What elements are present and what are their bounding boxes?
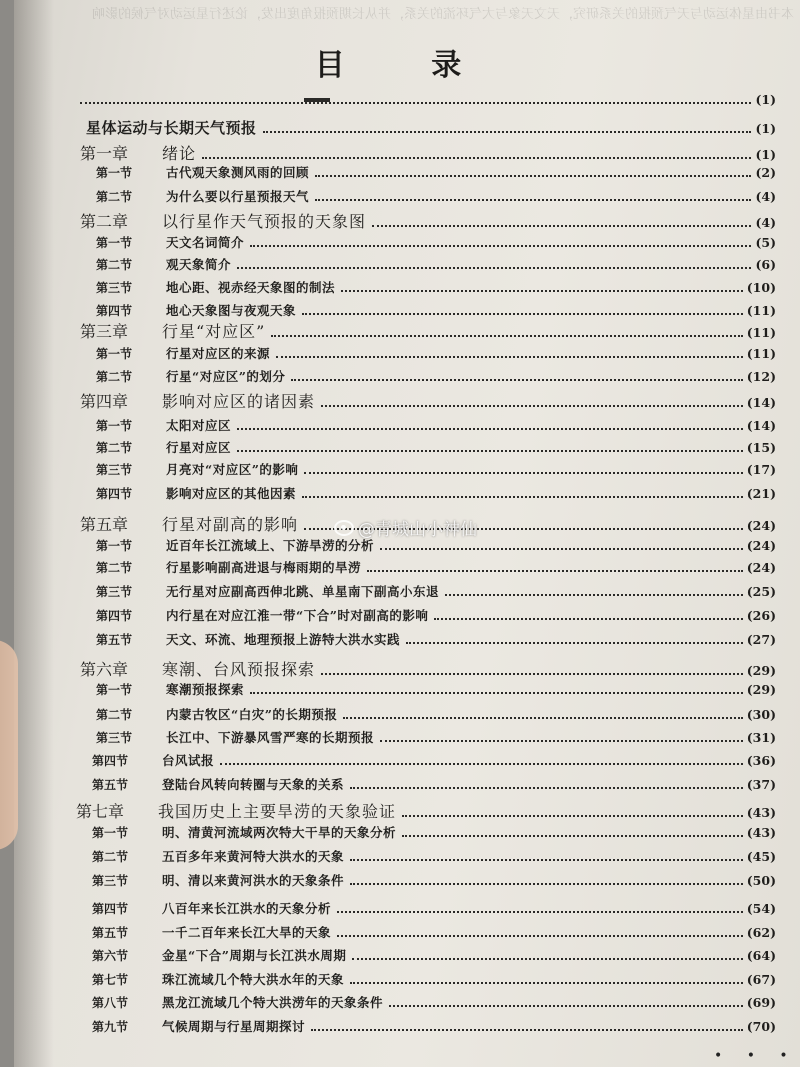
section-title: 古代观天象测风雨的回顾 bbox=[166, 165, 310, 180]
chapter-title: 绪论 bbox=[162, 144, 197, 163]
section-number: 第三节 bbox=[96, 731, 133, 745]
section-title: 地心距、视赤经天象图的制法 bbox=[166, 280, 336, 295]
page-number: (1) bbox=[755, 92, 776, 107]
section-number: 第二节 bbox=[92, 850, 129, 864]
section-title: 内行星在对应江淮一带“下合”时对副高的影响 bbox=[166, 608, 429, 623]
toc-entry bbox=[96, 630, 776, 648]
toc-entry bbox=[96, 278, 776, 296]
page-number: (14) bbox=[746, 418, 776, 433]
section-title: 五百多年来黄河特大洪水的天象 bbox=[162, 849, 345, 864]
page-number: (4) bbox=[755, 189, 776, 204]
toc-entry bbox=[92, 1017, 776, 1035]
dot-leader bbox=[304, 472, 742, 474]
section-title: 气候周期与行星周期探讨 bbox=[162, 1019, 306, 1034]
section-title: 珠江流域几个特大洪水年的天象 bbox=[162, 972, 345, 987]
section-number: 第一节 bbox=[96, 347, 133, 361]
section-number: 第一节 bbox=[96, 419, 133, 433]
section-number: 第一节 bbox=[96, 166, 133, 180]
section-number: 第四节 bbox=[92, 902, 129, 916]
dot-leader bbox=[202, 157, 751, 159]
page-number: (4) bbox=[755, 215, 776, 230]
section-title: 内蒙古牧区“白灾”的长期预报 bbox=[166, 707, 338, 722]
section-number: 第一节 bbox=[96, 236, 133, 250]
toc-entry bbox=[92, 775, 776, 793]
chapter-number: 第五章 bbox=[80, 515, 129, 534]
section-title: 明、清黄河流域两次特大干旱的天象分析 bbox=[162, 825, 397, 840]
section-title: 登陆台风转向转圈与天象的关系 bbox=[162, 777, 345, 792]
section-number: 第四节 bbox=[96, 304, 133, 318]
page-number: (10) bbox=[746, 280, 776, 295]
chapter-title: 行星对副高的影响 bbox=[162, 515, 299, 534]
page-number: (2) bbox=[755, 165, 776, 180]
dot-leader bbox=[250, 692, 743, 694]
page-number: (30) bbox=[746, 707, 776, 722]
section-title: 行星“对应区”的划分 bbox=[166, 369, 286, 384]
dot-leader bbox=[350, 883, 743, 885]
dot-leader bbox=[350, 859, 743, 861]
section-title: 行星影响副高进退与梅雨期的旱涝 bbox=[166, 560, 362, 575]
dot-leader bbox=[220, 763, 743, 765]
section-title: 影响对应区的其他因素 bbox=[166, 486, 297, 501]
dot-leader bbox=[402, 815, 743, 817]
toc-entry bbox=[92, 923, 776, 941]
dot-leader bbox=[350, 787, 743, 789]
toc-entry bbox=[96, 728, 776, 746]
dot-leader bbox=[80, 102, 751, 104]
page-number: (6) bbox=[755, 257, 776, 272]
page-number: (1) bbox=[755, 147, 776, 162]
page-number: (67) bbox=[746, 972, 776, 987]
section-number: 第二节 bbox=[96, 708, 133, 722]
toc-entry bbox=[96, 255, 776, 273]
section-number: 第四节 bbox=[92, 754, 129, 768]
section-number: 第三节 bbox=[92, 874, 129, 888]
toc-entry bbox=[96, 705, 776, 723]
page-number: (21) bbox=[746, 486, 776, 501]
section-number: 第八节 bbox=[92, 996, 129, 1010]
dot-leader bbox=[389, 1005, 743, 1007]
page-number: (11) bbox=[746, 303, 776, 318]
toc-entry bbox=[96, 460, 776, 478]
toc-entry bbox=[96, 582, 776, 600]
page-number: (54) bbox=[746, 901, 776, 916]
page-number: (14) bbox=[746, 395, 776, 410]
toc-entry bbox=[96, 163, 776, 181]
book-page bbox=[14, 0, 800, 1067]
toc-entry bbox=[92, 993, 776, 1011]
section-number: 第二节 bbox=[96, 441, 133, 455]
watermark-text: @青城山小神仙 bbox=[358, 520, 477, 540]
section-number: 第四节 bbox=[96, 487, 133, 501]
page-number: (43) bbox=[746, 805, 776, 820]
toc-entry bbox=[96, 416, 776, 434]
toc-entry bbox=[92, 823, 776, 841]
dot-leader bbox=[380, 548, 743, 550]
section-title: 月亮对“对应区”的影响 bbox=[166, 462, 299, 477]
section-title: 天文名词简介 bbox=[166, 235, 245, 250]
dot-leader bbox=[311, 1029, 743, 1031]
section-title: 一千二百年来长江大旱的天象 bbox=[162, 925, 332, 940]
page-number: (26) bbox=[746, 608, 776, 623]
dot-leader bbox=[291, 379, 742, 381]
page-number: (11) bbox=[746, 325, 776, 340]
chapter-title: 以行星作天气预报的天象图 bbox=[162, 212, 367, 231]
section-title: 长江中、下游暴风雪严寒的长期预报 bbox=[166, 730, 375, 745]
section-number: 第一节 bbox=[96, 683, 133, 697]
section-number: 第六节 bbox=[92, 949, 129, 963]
section-number: 第二节 bbox=[96, 258, 133, 272]
page-number: (24) bbox=[746, 560, 776, 575]
section-title: 寒潮预报探索 bbox=[166, 682, 245, 697]
dot-leader bbox=[341, 290, 743, 292]
toc-entry bbox=[92, 946, 776, 964]
toc-entry bbox=[80, 389, 776, 412]
chapter-number: 第六章 bbox=[80, 660, 129, 679]
toc-entry bbox=[96, 558, 776, 576]
chapter-title: 行星“对应区” bbox=[162, 322, 266, 341]
toc-entry bbox=[92, 847, 776, 865]
page-number: (24) bbox=[746, 538, 776, 553]
section-title: 黑龙江流域几个特大洪涝年的天象条件 bbox=[162, 995, 384, 1010]
toc-entry bbox=[96, 344, 776, 362]
section-number: 第三节 bbox=[96, 585, 133, 599]
toc-entry bbox=[74, 92, 776, 108]
dot-leader bbox=[337, 935, 743, 937]
section-number: 第二节 bbox=[96, 370, 133, 384]
chapter-number: 第一章 bbox=[80, 144, 129, 163]
section-number: 第三节 bbox=[96, 463, 133, 477]
section-title: 台风试报 bbox=[162, 753, 215, 768]
chapter-number: 第二章 bbox=[80, 212, 129, 231]
section-number: 第五节 bbox=[96, 633, 133, 647]
dot-leader bbox=[337, 911, 743, 913]
chapter-title: 我国历史上主要旱涝的天象验证 bbox=[158, 802, 397, 821]
dot-leader bbox=[302, 313, 743, 315]
dot-leader bbox=[343, 717, 742, 719]
toc-entry bbox=[80, 319, 776, 342]
section-title: 明、清以来黄河洪水的天象条件 bbox=[162, 873, 345, 888]
chapter-number: 第三章 bbox=[80, 322, 129, 341]
page-number: (64) bbox=[746, 948, 776, 963]
section-title: 为什么要以行星预报天气 bbox=[166, 189, 310, 204]
dot-leader bbox=[380, 740, 743, 742]
toc-entry bbox=[96, 606, 776, 624]
dot-leader bbox=[263, 131, 752, 133]
toc-entry bbox=[92, 899, 776, 917]
page-number: (1) bbox=[755, 121, 776, 136]
page-number: (29) bbox=[746, 682, 776, 697]
page-number: (25) bbox=[746, 584, 776, 599]
section-number: 第五节 bbox=[92, 778, 129, 792]
toc-entry bbox=[76, 799, 776, 822]
chapter-number: 第七章 bbox=[76, 802, 125, 821]
dot-leader bbox=[302, 496, 743, 498]
page-number: (36) bbox=[746, 753, 776, 768]
dot-leader bbox=[445, 594, 743, 596]
page-number: (37) bbox=[746, 777, 776, 792]
page-number: (50) bbox=[746, 873, 776, 888]
weibo-icon bbox=[334, 520, 354, 536]
dot-leader bbox=[250, 245, 751, 247]
chapter-number: 第四章 bbox=[80, 392, 129, 411]
dot-leader bbox=[352, 958, 742, 960]
section-number: 第四节 bbox=[96, 609, 133, 623]
page-number: (12) bbox=[746, 369, 776, 384]
toc-entry bbox=[96, 484, 776, 502]
section-title: 观天象简介 bbox=[166, 257, 232, 272]
toc-entry bbox=[92, 751, 776, 769]
page-number: (24) bbox=[746, 518, 776, 533]
page-number: (11) bbox=[746, 346, 776, 361]
toc-entry bbox=[96, 301, 776, 319]
page-number: (43) bbox=[746, 825, 776, 840]
toc-entry bbox=[86, 117, 776, 138]
page-number: (45) bbox=[746, 849, 776, 864]
section-title: 行星对应区的来源 bbox=[166, 346, 271, 361]
dot-leader bbox=[402, 835, 743, 837]
chapter-title: 影响对应区的诸因素 bbox=[162, 392, 316, 411]
section-number: 第二节 bbox=[96, 561, 133, 575]
thumb-shadow bbox=[0, 640, 18, 850]
watermark bbox=[334, 515, 477, 540]
dot-leader bbox=[406, 642, 743, 644]
dot-leader bbox=[315, 199, 751, 201]
section-number: 第三节 bbox=[96, 281, 133, 295]
dot-leader bbox=[237, 267, 751, 269]
toc-entry bbox=[92, 970, 776, 988]
page-number: (27) bbox=[746, 632, 776, 647]
section-title: 行星对应区 bbox=[166, 440, 232, 455]
dot-leader bbox=[237, 450, 743, 452]
section-number: 第五节 bbox=[92, 926, 129, 940]
toc-entry bbox=[96, 680, 776, 698]
dot-leader bbox=[237, 428, 743, 430]
section-number: 第七节 bbox=[92, 973, 129, 987]
section-title: 八百年来长江洪水的天象分析 bbox=[162, 901, 332, 916]
section-title: 天文、环流、地理预报上游特大洪水实践 bbox=[166, 632, 401, 647]
page-number: (29) bbox=[746, 663, 776, 678]
section-number: 第二节 bbox=[96, 190, 133, 204]
dot-leader bbox=[315, 175, 751, 177]
dot-leader bbox=[276, 356, 743, 358]
toc-entry bbox=[80, 657, 776, 680]
toc-entry bbox=[80, 209, 776, 232]
section-title: 金星“下合”周期与长江洪水周期 bbox=[162, 948, 347, 963]
page-title: 目 录 bbox=[314, 48, 500, 83]
toc-entry bbox=[92, 871, 776, 889]
dot-leader bbox=[321, 405, 743, 407]
section-number: 第一节 bbox=[96, 539, 133, 553]
chapter-title: 寒潮、台风预报探索 bbox=[162, 660, 316, 679]
page-number: (70) bbox=[746, 1019, 776, 1034]
dot-leader bbox=[372, 225, 751, 227]
section-number: 第九节 bbox=[92, 1020, 129, 1034]
part-title: 星体运动与长期天气预报 bbox=[86, 119, 257, 137]
bleed-through-text: 本书由星体运动与天气预报的关系研究，天文天象与大气环流的关系，并从长期预报角度出发，论述行星运动对气候的影响 bbox=[91, 7, 794, 22]
page-number: (5) bbox=[755, 235, 776, 250]
section-title: 近百年长江流域上、下游旱涝的分析 bbox=[166, 538, 375, 553]
page-number: (17) bbox=[746, 462, 776, 477]
toc-entry bbox=[96, 187, 776, 205]
section-title: 太阳对应区 bbox=[166, 418, 232, 433]
page-number: (69) bbox=[746, 995, 776, 1010]
dot-leader bbox=[271, 335, 742, 337]
toc-entry bbox=[96, 367, 776, 385]
page-number: (62) bbox=[746, 925, 776, 940]
page-number: (31) bbox=[746, 730, 776, 745]
toc-entry bbox=[96, 438, 776, 456]
page-number: (15) bbox=[746, 440, 776, 455]
footer-marks: • • • bbox=[714, 1048, 798, 1064]
section-number: 第一节 bbox=[92, 826, 129, 840]
toc-entry bbox=[96, 233, 776, 251]
dot-leader bbox=[434, 618, 742, 620]
section-title: 无行星对应副高西伸北跳、单星南下副高小东退 bbox=[166, 584, 440, 599]
dot-leader bbox=[350, 982, 743, 984]
dot-leader bbox=[321, 673, 743, 675]
toc-entry bbox=[80, 141, 776, 164]
dot-leader bbox=[367, 570, 743, 572]
section-title: 地心天象图与夜观天象 bbox=[166, 303, 297, 318]
